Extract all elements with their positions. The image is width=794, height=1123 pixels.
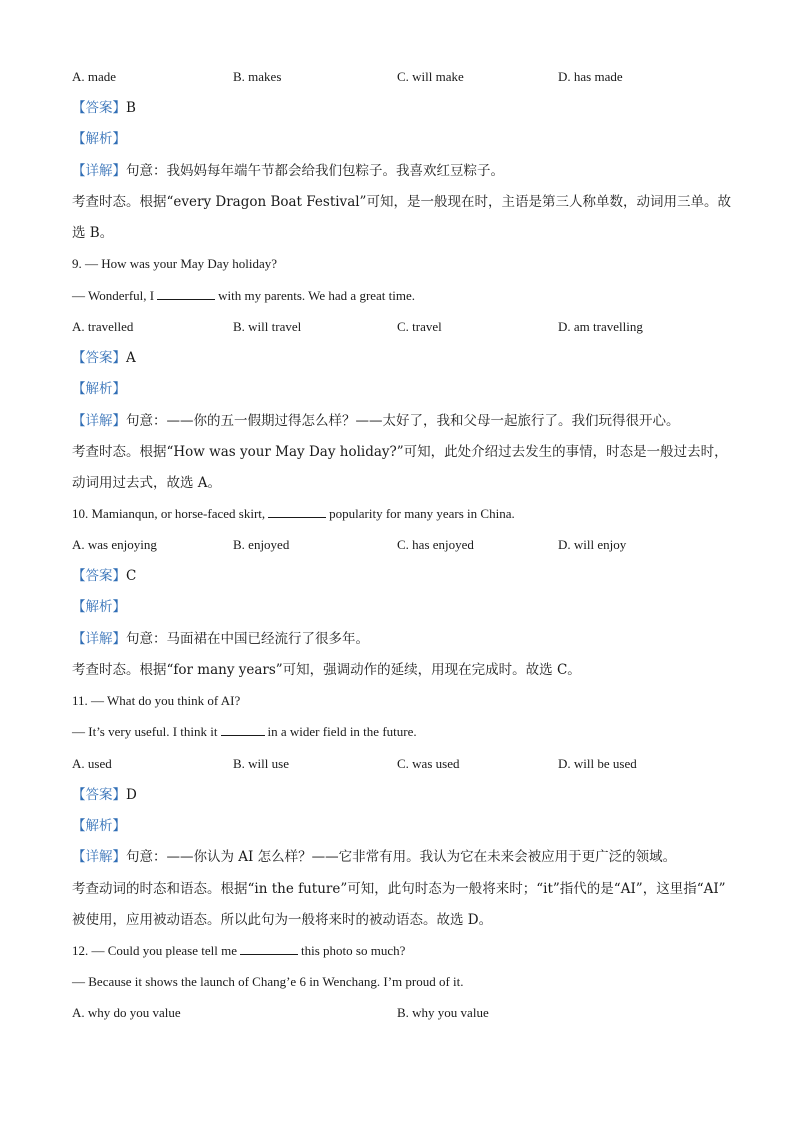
answer-tag: 【答案】 bbox=[72, 787, 126, 803]
q11-answer bbox=[72, 787, 137, 803]
q9-line2-pre: — Wonderful, I bbox=[72, 288, 155, 303]
detail-tag: 【详解】 bbox=[72, 163, 126, 179]
q8-explain-line1: 考查时态。根据“every Dragon Boat Festival”可知，是一般现在时，主语是第三人称单数，动词用三单。故 bbox=[72, 194, 731, 210]
q8-answer bbox=[72, 100, 136, 116]
q9-stem: 9. — How was your May Day holiday? bbox=[72, 256, 278, 271]
q11-line2-pre: — It’s very useful. I think it bbox=[72, 724, 218, 739]
q10-stem bbox=[72, 506, 515, 522]
q9-option-a: A. travelled bbox=[72, 319, 134, 334]
q12-option-a: A. why do you value bbox=[72, 1005, 181, 1020]
detail-text: 句意：——你的五一假期过得怎么样？——太好了，我和父母一起旅行了。我们玩得很开心。 bbox=[126, 413, 680, 429]
answer-tag: 【答案】 bbox=[72, 100, 126, 116]
answer-tag: 【答案】 bbox=[72, 568, 126, 584]
q11-option-a: A. used bbox=[72, 756, 112, 771]
q10-stem-post: popularity for many years in China. bbox=[329, 506, 515, 521]
q9-answer bbox=[72, 350, 136, 366]
detail-text: 句意：马面裙在中国已经流行了很多年。 bbox=[126, 631, 369, 647]
q12-option-b: B. why you value bbox=[397, 1005, 489, 1020]
detail-tag: 【详解】 bbox=[72, 413, 126, 429]
q9-option-c: C. travel bbox=[397, 319, 442, 334]
q12-stem-pre: 12. — Could you please tell me bbox=[72, 943, 238, 958]
q10-option-c: C. has enjoyed bbox=[397, 537, 474, 552]
q8-detail bbox=[72, 163, 504, 179]
q11-stem: 11. — What do you think of AI? bbox=[72, 693, 241, 708]
q8-explain-line2: 选 B。 bbox=[72, 225, 114, 241]
q12-stem bbox=[72, 943, 405, 959]
q12-line2: — Because it shows the launch of Chang’e 6 in Wenchang. I’m proud of it. bbox=[72, 974, 464, 989]
q10-option-a: A. was enjoying bbox=[72, 537, 157, 552]
q9-option-d: D. am travelling bbox=[558, 319, 643, 334]
q11-option-d: D. will be used bbox=[558, 756, 637, 771]
q10-option-d: D. will enjoy bbox=[558, 537, 627, 552]
q9-line2 bbox=[72, 288, 415, 304]
q10-explain-line1: 考查时态。根据“for many years”可知，强调动作的延续，用现在完成时。故选 C。 bbox=[72, 662, 581, 678]
answer-blank bbox=[268, 506, 326, 518]
q10-stem-pre: 10. Mamianqun, or horse-faced skirt, bbox=[72, 506, 266, 521]
answer-blank bbox=[221, 724, 265, 736]
q12-stem-post: this photo so much? bbox=[301, 943, 406, 958]
answer-value: D bbox=[126, 787, 137, 803]
answer-value: B bbox=[126, 100, 136, 116]
answer-value: A bbox=[126, 350, 136, 366]
answer-value: C bbox=[126, 568, 137, 584]
q9-detail bbox=[72, 413, 680, 429]
q11-option-b: B. will use bbox=[233, 756, 289, 771]
answer-blank bbox=[157, 288, 215, 300]
q9-analysis-tag: 【解析】 bbox=[72, 381, 126, 397]
answer-blank bbox=[240, 943, 298, 955]
q8-analysis-tag: 【解析】 bbox=[72, 131, 126, 147]
q11-explain-line2: 被使用，应用被动语态。所以此句为一般将来时的被动语态。故选 D。 bbox=[72, 912, 493, 928]
q9-explain-line2: 动词用过去式，故选 A。 bbox=[72, 475, 222, 491]
q9-line2-post: with my parents. We had a great time. bbox=[218, 288, 416, 303]
detail-text: 句意：——你认为 AI 怎么样？——它非常有用。我认为它在未来会被应用于更广泛的领域。 bbox=[126, 849, 677, 865]
q11-option-c: C. was used bbox=[397, 756, 460, 771]
q8-option-d: D. has made bbox=[558, 69, 623, 84]
q11-line2 bbox=[72, 724, 417, 740]
q9-explain-line1: 考查时态。根据“How was your May Day holiday?”可知，此处介绍过去发生的事情，时态是一般过去时， bbox=[72, 444, 728, 460]
q8-option-a: A. made bbox=[72, 69, 117, 84]
q9-option-b: B. will travel bbox=[233, 319, 302, 334]
q11-detail bbox=[72, 849, 676, 865]
q10-analysis-tag: 【解析】 bbox=[72, 599, 126, 615]
q10-detail bbox=[72, 631, 369, 647]
answer-tag: 【答案】 bbox=[72, 350, 126, 366]
detail-text: 句意：我妈妈每年端午节都会给我们包粽子。我喜欢红豆粽子。 bbox=[126, 163, 504, 179]
q11-line2-post: in a wider field in the future. bbox=[267, 724, 417, 739]
q11-explain-line1: 考查动词的时态和语态。根据“in the future”可知，此句时态为一般将来时；“it”指代的是“AI”，这里指“AI” bbox=[72, 881, 726, 897]
q8-option-b: B. makes bbox=[233, 69, 282, 84]
q8-option-c: C. will make bbox=[397, 69, 464, 84]
q10-option-b: B. enjoyed bbox=[233, 537, 290, 552]
detail-tag: 【详解】 bbox=[72, 631, 126, 647]
q11-analysis-tag: 【解析】 bbox=[72, 818, 126, 834]
detail-tag: 【详解】 bbox=[72, 849, 126, 865]
q10-answer bbox=[72, 568, 136, 584]
